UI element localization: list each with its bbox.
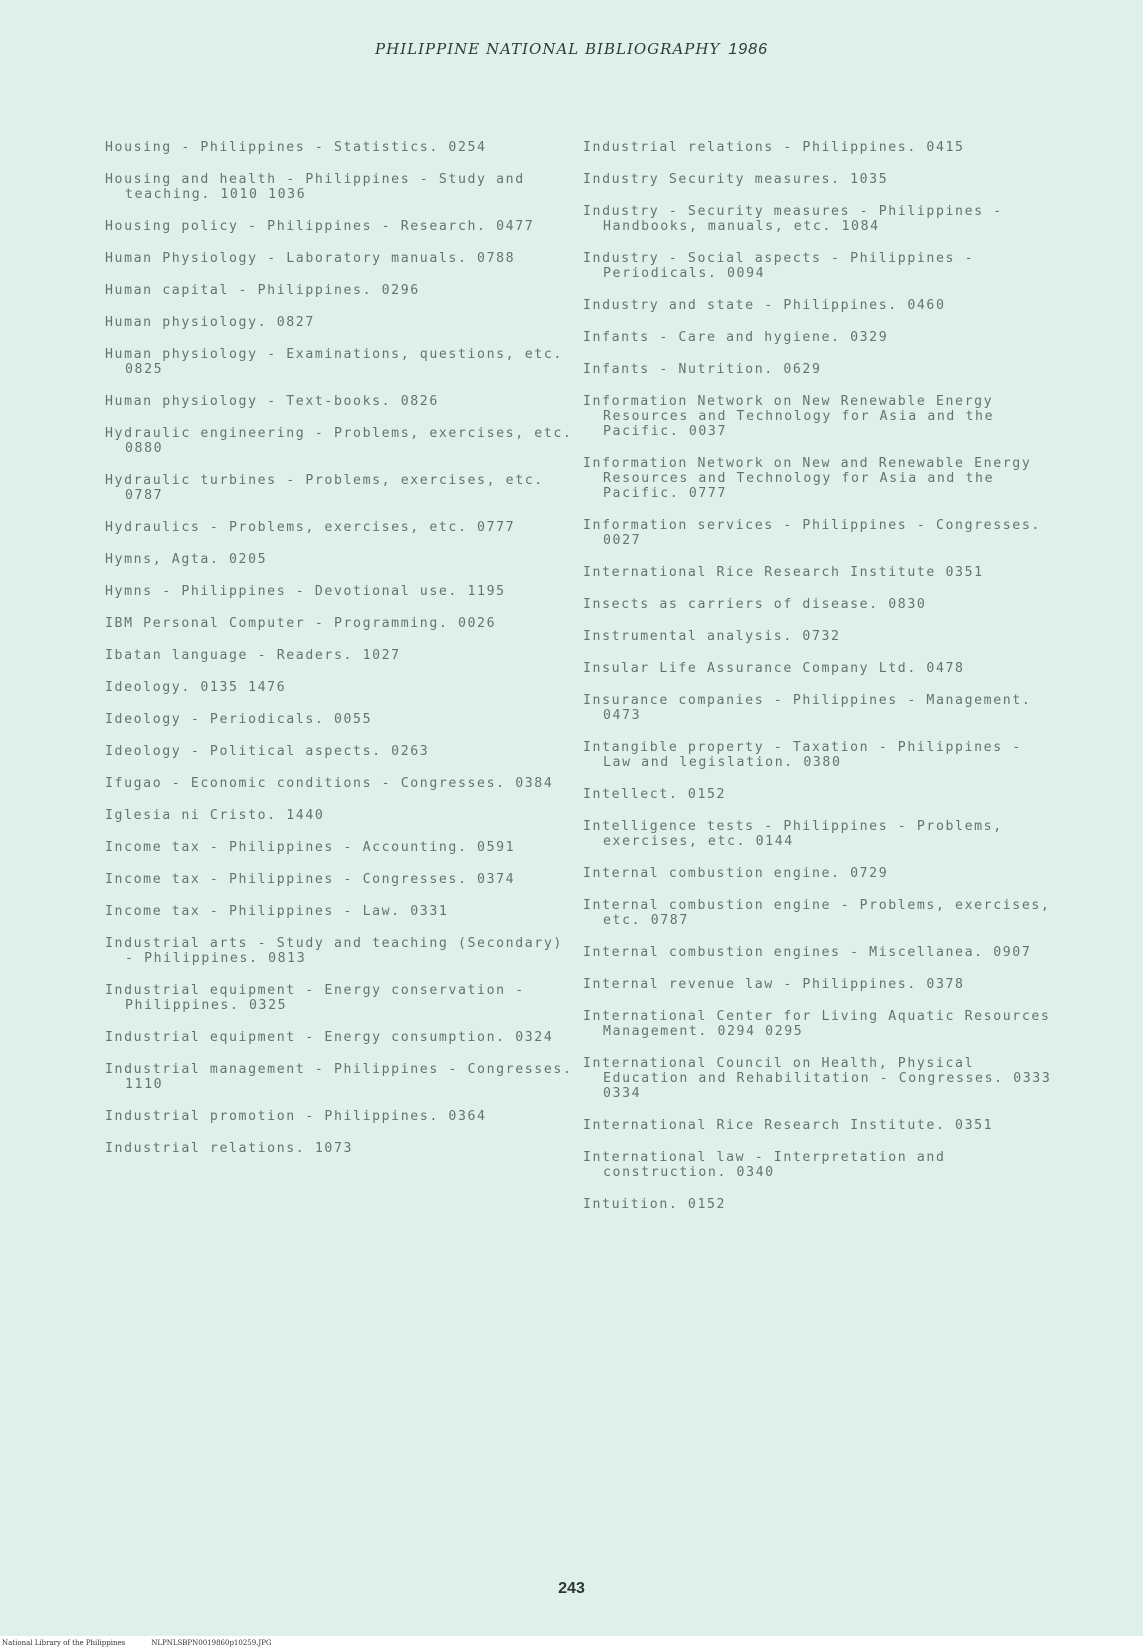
index-entry: Hymns - Philippines - Devotional use. 1195	[105, 584, 506, 599]
index-entry: Industrial promotion - Philippines. 0364	[105, 1109, 487, 1124]
footer-file: NLPNLSBPN0019860p10259.JPG	[151, 1639, 272, 1647]
index-entry: Ideology. 0135 1476	[105, 680, 287, 695]
index-entry: Industrial arts - Study and teaching (Secondary) - Philippines. 0813	[105, 936, 563, 966]
index-entry: Insects as carriers of disease. 0830	[583, 597, 927, 612]
index-entry: Intellect. 0152	[583, 787, 727, 802]
index-entry: Housing - Philippines - Statistics. 0254	[105, 140, 487, 155]
footer-library: National Library of the Philippines	[2, 1639, 126, 1647]
index-entry: Ifugao - Economic conditions - Congresses. 0384	[105, 776, 554, 791]
index-entry: Hymns, Agta. 0205	[105, 552, 268, 567]
index-entry: Industry - Social aspects - Philippines - Periodicals. 0094	[583, 251, 975, 281]
index-entry: International Rice Research Institute. 0351	[583, 1118, 994, 1133]
index-entry: Information services - Philippines - Congresses. 0027	[583, 518, 1041, 548]
index-entry: Information Network on New and Renewable Energy Resources and Technology for Asia and the Pacific. 0777	[583, 456, 1032, 501]
index-entry: Iglesia ni Cristo. 1440	[105, 808, 325, 823]
index-entry: Internal revenue law - Philippines. 0378	[583, 977, 965, 992]
index-entry: Internal combustion engines - Miscellanea. 0907	[583, 945, 1032, 960]
index-entry: Insurance companies - Philippines - Management. 0473	[583, 693, 1032, 723]
index-entry: Industrial management - Philippines - Congresses. 1110	[105, 1062, 573, 1092]
right-column	[583, 140, 1053, 1212]
index-entry: Ideology - Periodicals. 0055	[105, 712, 373, 727]
index-entry: Ideology - Political aspects. 0263	[105, 744, 430, 759]
index-entry: Intuition. 0152	[583, 1197, 727, 1212]
index-entry: Housing and health - Philippines - Study and teaching. 1010 1036	[105, 172, 525, 202]
index-entry: Industrial equipment - Energy conservation - Philippines. 0325	[105, 983, 525, 1013]
index-entry: International Rice Research Institute 0351	[583, 565, 984, 580]
index-entry: Industry - Security measures - Philippines - Handbooks, manuals, etc. 1084	[583, 204, 1003, 234]
index-entry: Human Physiology - Laboratory manuals. 0788	[105, 251, 516, 266]
index-entry: Information Network on New Renewable Energy Resources and Technology for Asia and the Pacific. 0037	[583, 394, 995, 439]
index-entry: Intelligence tests - Philippines - Problems, exercises, etc. 0144	[583, 819, 1003, 849]
index-entry: International Council on Health, Physical Education and Rehabilitation - Congresses. 0333 0334	[583, 1056, 1052, 1101]
index-entry: Human physiology. 0827	[105, 315, 315, 330]
index-entry: International law - Interpretation and construction. 0340	[583, 1150, 946, 1180]
index-entry: Hydraulic turbines - Problems, exercises, etc. 0787	[105, 473, 544, 503]
index-entry: Insular Life Assurance Company Ltd. 0478	[583, 661, 965, 676]
index-entry: Industrial equipment - Energy consumption. 0324	[105, 1030, 554, 1045]
index-entry: Industry Security measures. 1035	[583, 172, 889, 187]
index-entry: Income tax - Philippines - Law. 0331	[105, 904, 449, 919]
index-entry: Instrumental analysis. 0732	[583, 629, 841, 644]
bibliography-title: PHILIPPINE NATIONAL BIBLIOGRAPHY	[375, 40, 721, 58]
index-entry: Human physiology - Text-books. 0826	[105, 394, 439, 409]
index-entry: Industrial relations - Philippines. 0415	[583, 140, 965, 155]
index-entry: Ibatan language - Readers. 1027	[105, 648, 401, 663]
left-column	[105, 140, 575, 1156]
index-entry: Hydraulic engineering - Problems, exercises, etc. 0880	[105, 426, 573, 456]
index-entry: Infants - Nutrition. 0629	[583, 362, 822, 377]
index-entry: Human capital - Philippines. 0296	[105, 283, 420, 298]
index-entry: Internal combustion engine. 0729	[583, 866, 889, 881]
index-entry: Human physiology - Examinations, questions, etc. 0825	[105, 347, 563, 377]
page-header	[0, 40, 1143, 59]
page-number: 243	[558, 1580, 585, 1597]
index-entry: Income tax - Philippines - Accounting. 0591	[105, 840, 516, 855]
index-entry: Income tax - Philippines - Congresses. 0374	[105, 872, 516, 887]
scan-footer	[0, 1636, 1143, 1650]
index-entry: Housing policy - Philippines - Research. 0477	[105, 219, 535, 234]
index-entry: Hydraulics - Problems, exercises, etc. 0777	[105, 520, 516, 535]
index-entry: IBM Personal Computer - Programming. 0026	[105, 616, 497, 631]
index-entry: International Center for Living Aquatic Resources Management. 0294 0295	[583, 1009, 1051, 1039]
index-entry: Infants - Care and hygiene. 0329	[583, 330, 889, 345]
index-entry: Industrial relations. 1073	[105, 1141, 354, 1156]
index-entry: Industry and state - Philippines. 0460	[583, 298, 946, 313]
bibliography-year: 1986	[728, 41, 768, 58]
index-entry: Intangible property - Taxation - Philippines - Law and legislation. 0380	[583, 740, 1022, 770]
index-entry: Internal combustion engine - Problems, exercises, etc. 0787	[583, 898, 1051, 928]
